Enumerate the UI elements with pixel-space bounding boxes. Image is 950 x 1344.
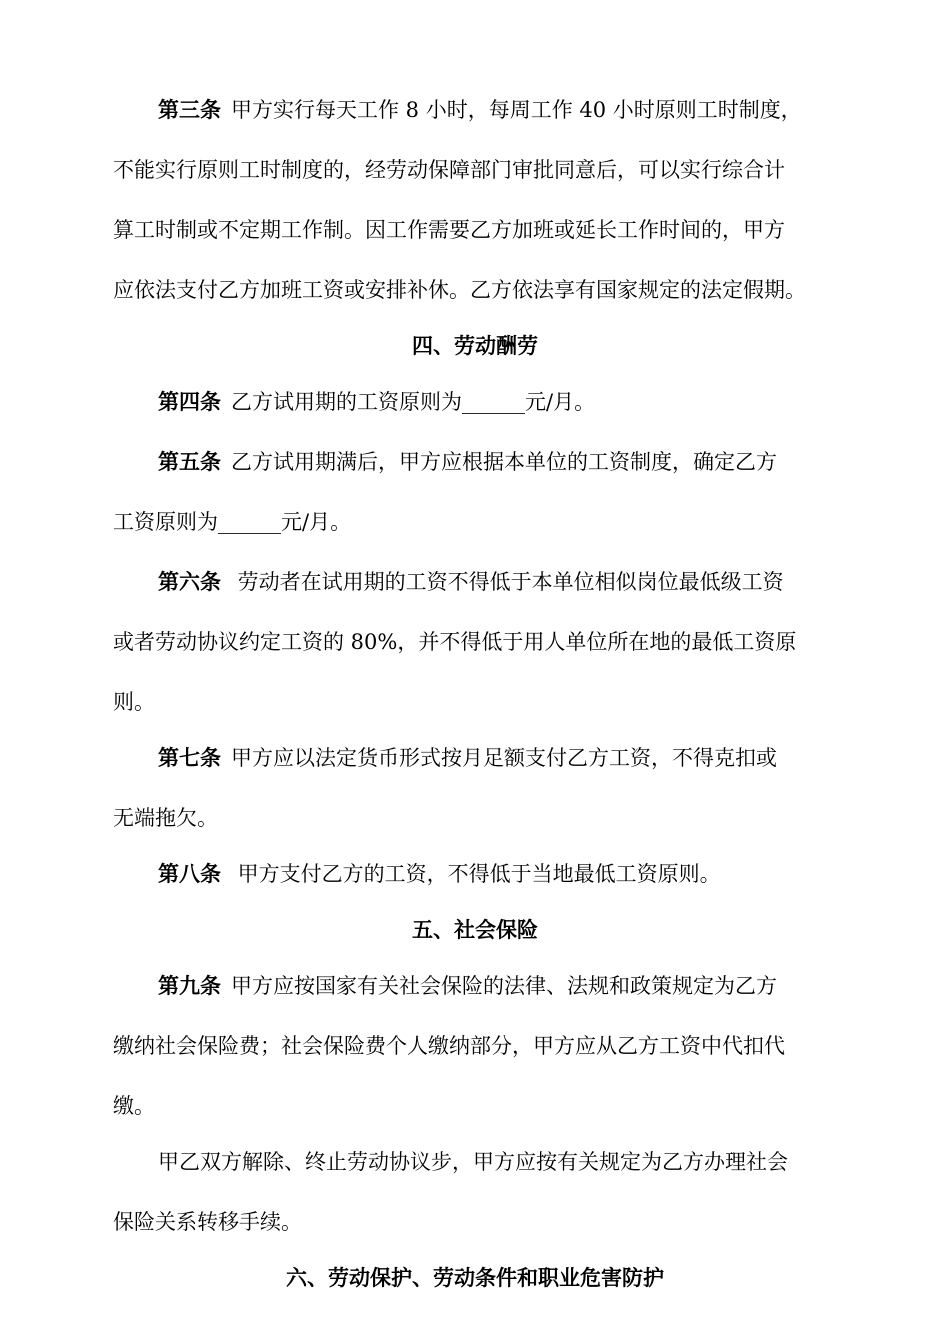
article-7-text-1: 甲方应以法定货币形式按月足额支付乙方工资，不得克扣或 <box>231 746 777 770</box>
section-4-heading: 四、劳动酬劳 <box>412 334 538 358</box>
article-3-line-3: 算工时制或不定期工作制。因工作需要乙方加班或延长工作时间的，甲方 <box>113 218 785 242</box>
article-6-line-3: 则。 <box>113 690 155 714</box>
article-6-line-2: 或者劳动协议约定工资的 80%，并不得低于用人单位所在地的最低工资原 <box>113 630 797 654</box>
article-7-line-2: 无端拖欠。 <box>113 806 218 830</box>
article-9-line-2: 缴纳社会保险费；社会保险费个人缴纳部分，甲方应从乙方工资中代扣代 <box>113 1034 785 1058</box>
article-6-text-1: 劳动者在试用期的工资不得低于本单位相似岗位最低级工资 <box>231 570 784 594</box>
article-5-text-1: 乙方试用期满后，甲方应根据本单位的工资制度，确定乙方 <box>231 450 777 474</box>
article-9-text-1: 甲方应按国家有关社会保险的法律、法规和政策规定为乙方 <box>231 974 777 998</box>
article-5-label: 第五条 <box>158 450 221 474</box>
article-7-label: 第七条 <box>158 746 221 770</box>
article-9-line-1 <box>158 971 898 1001</box>
insurance-paragraph-line-1: 甲乙双方解除、终止劳动协议步，甲方应按有关规定为乙方办理社会 <box>158 1150 788 1174</box>
section-5-heading: 五、社会保险 <box>412 918 538 942</box>
article-3-line-4: 应依法支付乙方加班工资或安排补休。乙方依法享有国家规定的法定假期。 <box>113 278 806 302</box>
section-6-heading: 六、劳动保护、劳动条件和职业危害防护 <box>286 1266 664 1290</box>
article-4-label: 第四条 <box>158 390 221 414</box>
article-6-line-1 <box>158 567 898 597</box>
article-3-text-1: 甲方实行每天工作 8 小时，每周工作 40 小时原则工时制度， <box>231 98 802 122</box>
article-5-line-2: 工资原则为______元/月。 <box>113 510 352 534</box>
article-4-text-1: 乙方试用期的工资原则为______元/月。 <box>231 390 596 414</box>
article-4-line-1 <box>158 387 898 417</box>
article-3-line-1 <box>158 95 898 125</box>
article-3-line-2: 不能实行原则工时制度的，经劳动保障部门审批同意后，可以实行综合计 <box>113 158 785 182</box>
article-6-label: 第六条 <box>158 570 221 594</box>
article-3-label: 第三条 <box>158 98 221 122</box>
article-9-label: 第九条 <box>158 974 221 998</box>
article-5-line-1 <box>158 447 898 477</box>
article-9-line-3: 缴。 <box>113 1094 155 1118</box>
article-7-line-1 <box>158 743 898 773</box>
article-8-label: 第八条 <box>158 862 221 886</box>
article-8-text-1: 甲方支付乙方的工资，不得低于当地最低工资原则。 <box>231 862 721 886</box>
insurance-paragraph-line-2: 保险关系转移手续。 <box>113 1210 302 1234</box>
article-8-line-1 <box>158 859 898 889</box>
